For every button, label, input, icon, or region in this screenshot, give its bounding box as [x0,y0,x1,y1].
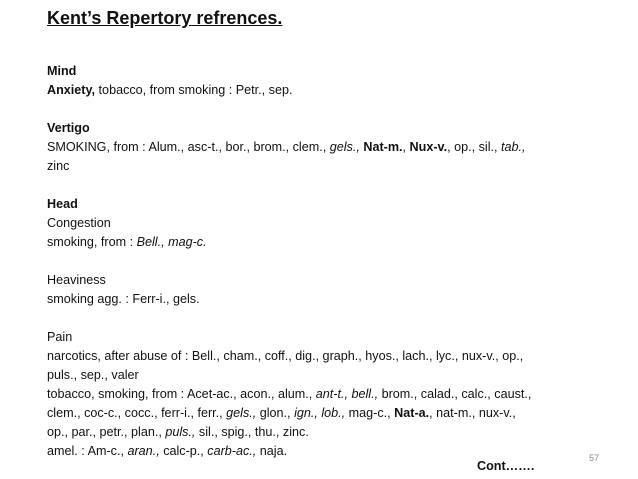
remedy-bold: Nat-m. [363,140,403,154]
remedy-text: clem., coc-c., cocc., ferr-i., ferr., [47,406,227,420]
tobacco-rubric-line-2 [47,404,619,423]
remedy-italic: ign., lob., [294,406,346,420]
section-heading-head: Head [47,197,78,211]
remedy-text: SMOKING, from : Alum., asc-t., bor., brom., clem., [47,140,330,154]
remedy-text: naja. [256,444,288,458]
remedy-bold: Nat-a. [394,406,430,420]
vertigo-rubric-line [47,138,619,157]
spacer [47,43,619,62]
remedy-text: , op., sil., [447,140,501,154]
remedy-italic: tab., [501,140,526,154]
spacer [47,252,619,271]
remedy-italic: Bell., mag-c. [136,235,207,249]
mind-rubric-line [47,81,619,100]
continued-label: Cont……. [477,459,535,473]
subheading-heaviness: Heaviness [47,273,106,287]
remedy-italic: ant-t., bell., [315,387,379,401]
slide-title: Kent’s Repertory refrences. [47,8,283,28]
rubric-anxiety: Anxiety, [47,83,96,97]
remedy-text: , [402,140,407,154]
spacer [47,309,619,328]
rubric-text: tobacco, from smoking : Petr., sep. [95,83,293,97]
remedy-italic: gels., [226,406,257,420]
remedy-text: mag-c., [345,406,395,420]
remedy-italic: aran., [127,444,160,458]
narcotics-rubric-line: narcotics, after abuse of : Bell., cham., coff., dig., graph., hyos., lach., lyc., nux-v., op., [47,349,524,363]
tobacco-rubric-line-3 [47,423,619,442]
vertigo-rubric-line-2: zinc [47,159,70,173]
spacer [47,100,619,119]
subheading-pain: Pain [47,330,73,344]
remedy-text: sil., spig., thu., zinc. [195,425,309,439]
remedy-text: , nat-m., nux-v., [429,406,516,420]
remedy-text: glon., [256,406,295,420]
remedy-text: brom., calad., calc., caust., [378,387,532,401]
tobacco-rubric-line [47,385,619,404]
remedy-text: smoking, from : [47,235,137,249]
section-heading-mind: Mind [47,64,77,78]
narcotics-rubric-line-2: puls., sep., valer [47,368,139,382]
section-heading-vertigo: Vertigo [47,121,90,135]
remedy-italic: carb-ac., [207,444,257,458]
spacer [47,176,619,195]
subheading-congestion: Congestion [47,216,111,230]
page-number: 57 [589,453,600,463]
remedy-text: tobacco, smoking, from : Acet-ac., acon., alum., [47,387,316,401]
remedy-text: op., par., petr., plan., [47,425,166,439]
remedy-italic: gels., [329,140,360,154]
heaviness-rubric-line: smoking agg. : Ferr-i., gels. [47,292,200,306]
remedy-bold: Nux-v. [409,140,448,154]
repertory-content [47,43,619,461]
remedy-italic: puls., [165,425,196,439]
congestion-rubric-line [47,233,619,252]
remedy-text: calc-p., [159,444,208,458]
remedy-text: amel. : Am-c., [47,444,128,458]
